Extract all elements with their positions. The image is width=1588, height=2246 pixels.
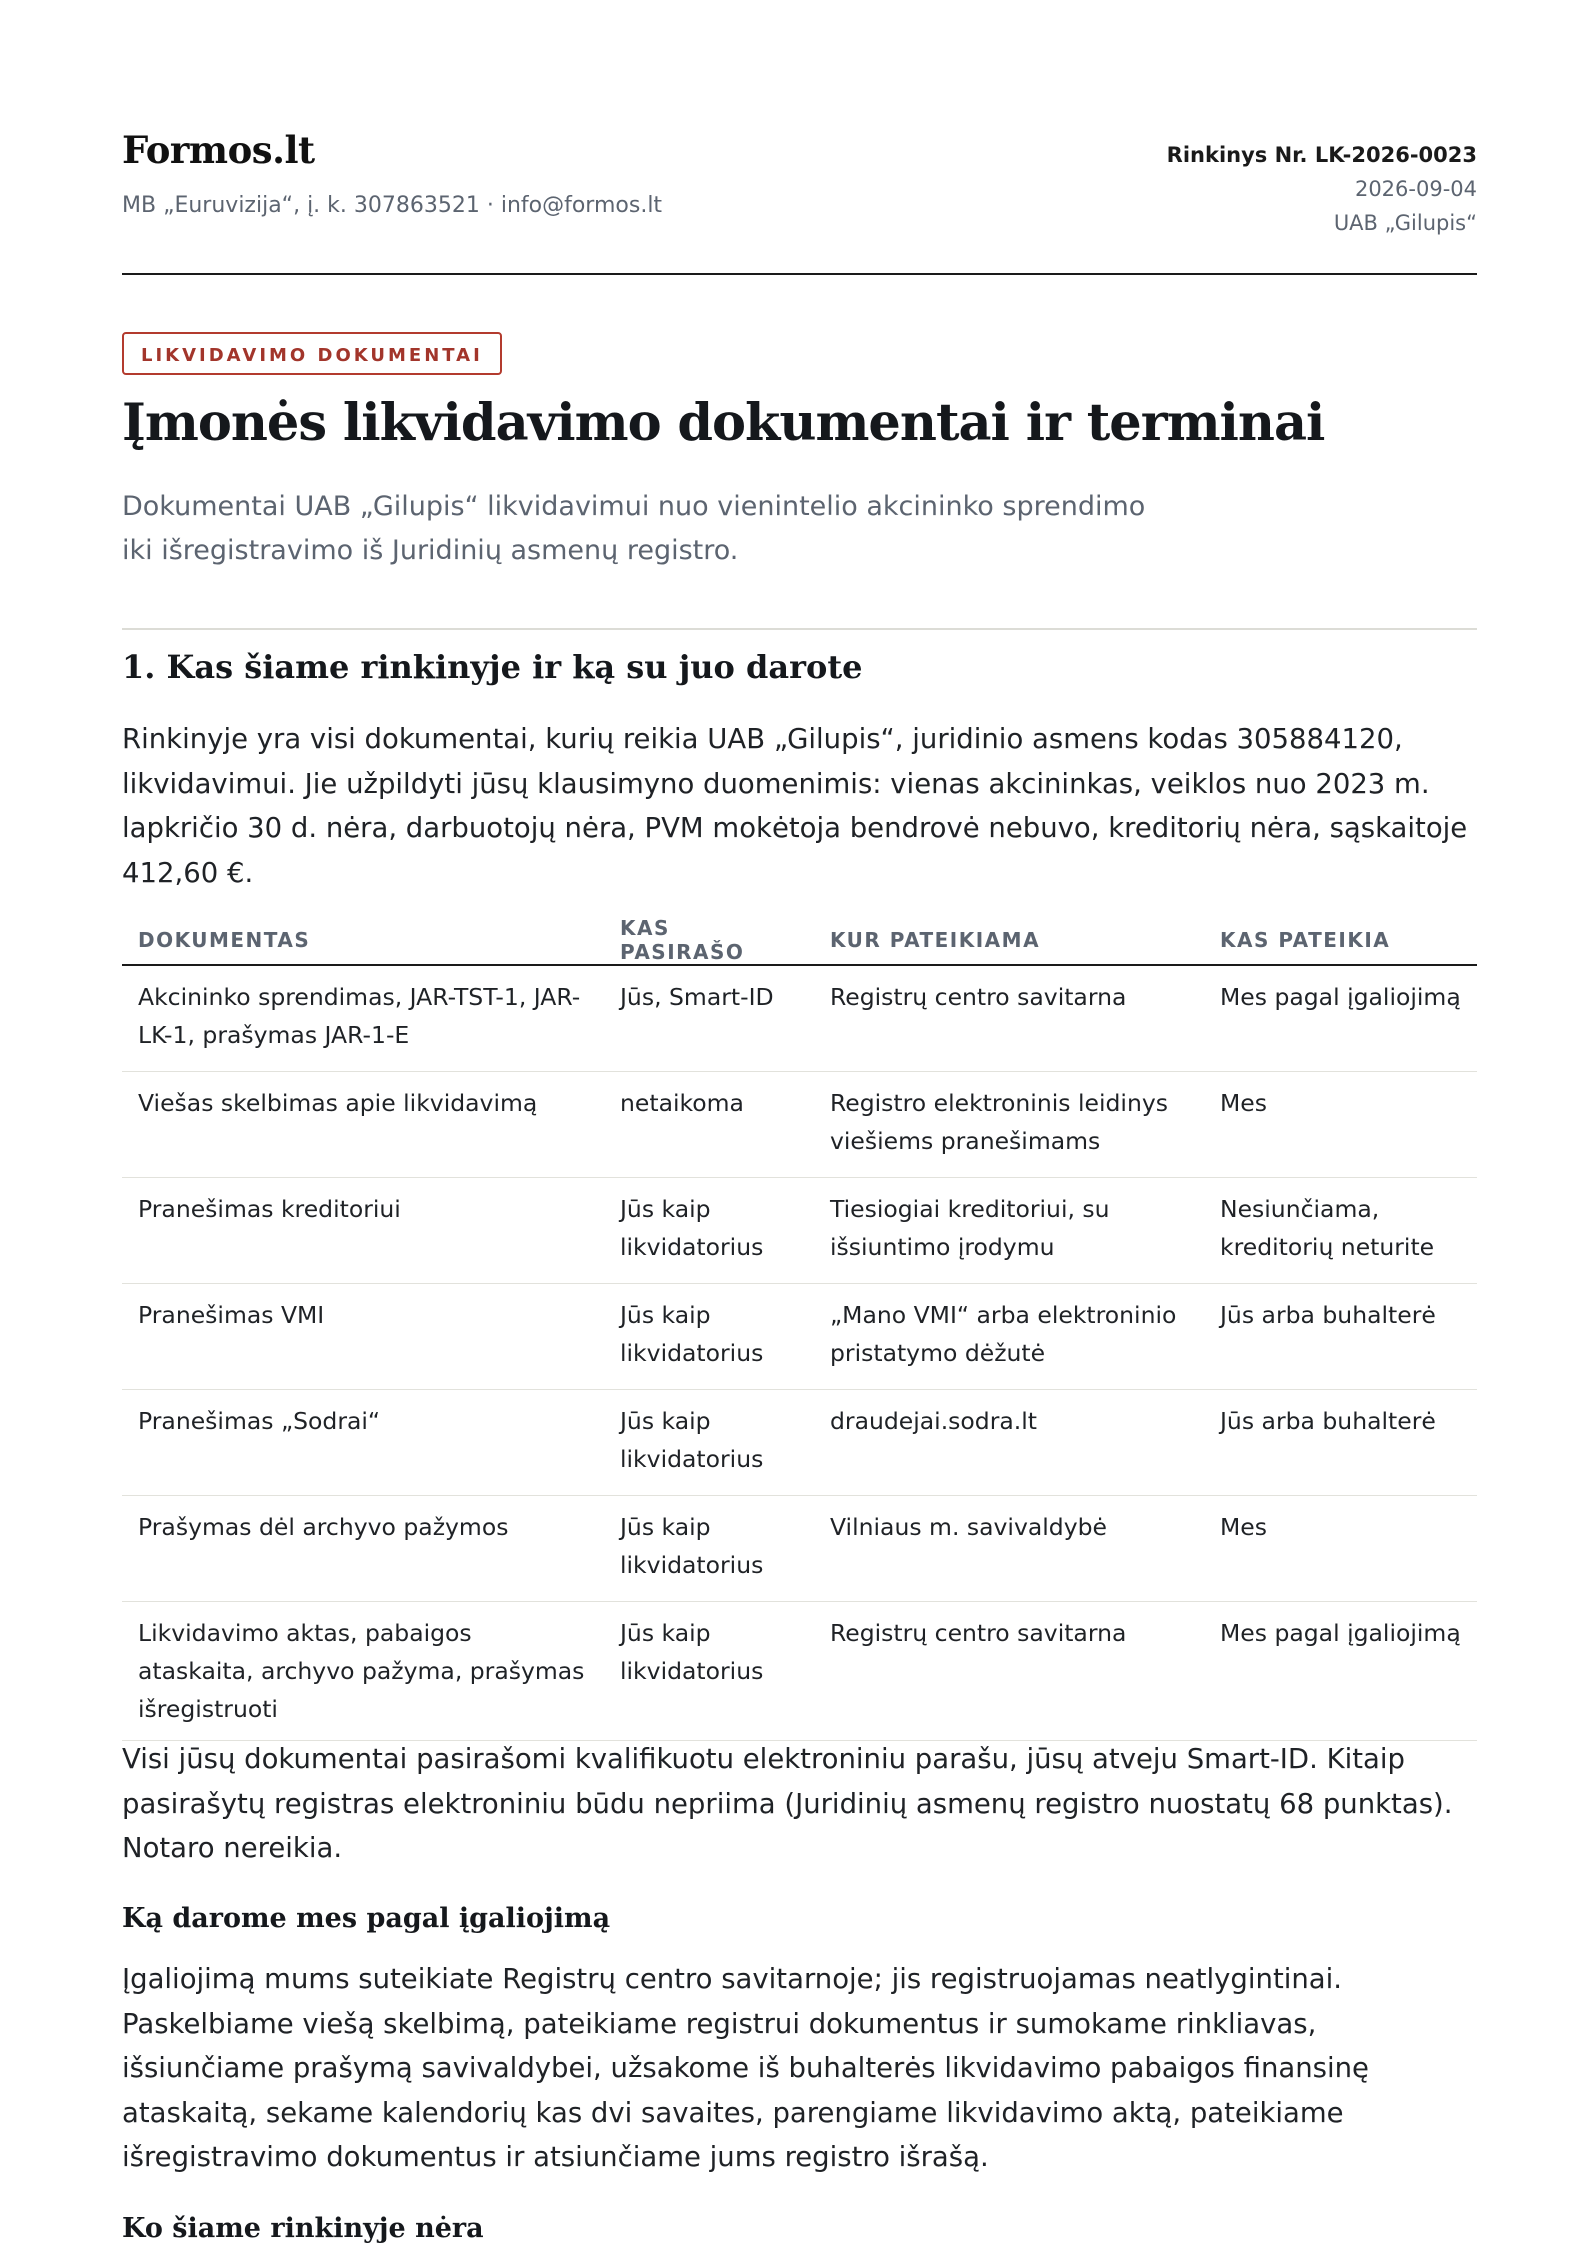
brand-logo: Formos.lt <box>122 128 315 172</box>
table-cell: Likvidavimo aktas, pabaigos ataskaita, archyvo pažyma, prašymas išregistruoti <box>122 1601 604 1740</box>
table-cell: Vilniaus m. savivaldybė <box>814 1495 1204 1601</box>
table-cell: Jūs kaip likvidatorius <box>604 1283 814 1389</box>
column-header-destination: KUR PATEIKIAMA <box>814 916 1204 965</box>
table-cell: Pranešimas VMI <box>122 1283 604 1389</box>
table-cell: Mes <box>1204 1071 1477 1177</box>
power-of-attorney-text: Įgaliojimą mums suteikiate Registrų centro savitarnoje; jis registruojamas neatlygintinai. Paskelbiame viešą skelbimą, pateikiame registrui dokumentus ir sumokame rinkliavas, išsiunčiame prašymą savivaldybei, užsakome iš buhalterės likvidavimo pabaigos finansinę ataskaitą, sekame kalendorių kas dvi savaites, parengiame likvidavimo aktą, pateikiame išregistravimo dokumentus ir atsiunčiame jums registro išrašą. <box>122 1963 1369 2173</box>
table-cell: Mes pagal įgaliojimą <box>1204 1601 1477 1740</box>
table-cell: Jūs, Smart-ID <box>604 965 814 1071</box>
set-number: Rinkinys Nr. LK-2026-0023 <box>1166 143 1477 167</box>
table-cell: Mes <box>1204 1495 1477 1601</box>
table-cell: Prašymas dėl archyvo pažymos <box>122 1495 604 1601</box>
table-row <box>122 1495 1477 1601</box>
document-date: 2026-09-04 <box>1354 177 1477 201</box>
table-cell: Mes pagal įgaliojimą <box>1204 965 1477 1071</box>
category-badge: LIKVIDAVIMO DOKUMENTAI <box>122 332 502 375</box>
table-cell: Akcininko sprendimas, JAR-TST-1, JAR-LK-1, prašymas JAR-1-E <box>122 965 604 1071</box>
section-divider <box>122 628 1477 630</box>
section-heading: 1. Kas šiame rinkinyje ir ką su juo darote <box>122 648 863 686</box>
table-cell: Viešas skelbimas apie likvidavimą <box>122 1071 604 1177</box>
table-cell: Pranešimas „Sodrai“ <box>122 1389 604 1495</box>
header-divider <box>122 273 1477 275</box>
column-header-submitter: KAS PATEIKIA <box>1204 916 1477 965</box>
table-cell: Pranešimas kreditoriui <box>122 1177 604 1283</box>
table-row <box>122 1177 1477 1283</box>
table-cell: netaikoma <box>604 1071 814 1177</box>
table-cell: Jūs kaip likvidatorius <box>604 1389 814 1495</box>
table-row <box>122 1071 1477 1177</box>
table-cell: Jūs arba buhalterė <box>1204 1389 1477 1495</box>
table-cell: Jūs kaip likvidatorius <box>604 1601 814 1740</box>
table-cell: Registro elektroninis leidinys viešiems pranešimams <box>814 1071 1204 1177</box>
table-cell: Jūs kaip likvidatorius <box>604 1495 814 1601</box>
subheading-power-of-attorney: Ką darome mes pagal įgaliojimą <box>122 1903 611 1934</box>
column-header-signer: KAS PASIRAŠO <box>604 916 814 965</box>
table-cell: draudejai.sodra.lt <box>814 1389 1204 1495</box>
document-meta <box>1167 138 1477 240</box>
table-row <box>122 1601 1477 1740</box>
table-cell: „Mano VMI“ arba elektroninio pristatymo dėžutė <box>814 1283 1204 1389</box>
lead-text: Dokumentai UAB „Gilupis“ likvidavimui nuo vienintelio akcininko sprendimo iki išregistravimo iš Juridinių asmenų registro. <box>122 491 1146 566</box>
documents-table <box>122 916 1477 1741</box>
page-title: Įmonės likvidavimo dokumentai ir terminai <box>122 393 1325 453</box>
table-cell: Registrų centro savitarna <box>814 965 1204 1071</box>
client-name: UAB „Gilupis“ <box>1333 211 1477 235</box>
table-cell: Jūs arba buhalterė <box>1204 1283 1477 1389</box>
table-cell: Registrų centro savitarna <box>814 1601 1204 1740</box>
table-cell: Jūs kaip likvidatorius <box>604 1177 814 1283</box>
table-header-row <box>122 916 1477 965</box>
table-row <box>122 1389 1477 1495</box>
signature-note: Visi jūsų dokumentai pasirašomi kvalifikuotu elektroniniu parašu, jūsų atveju Smart-ID. Kitaip pasirašytų registras elektroniniu būdu nepriima (Juridinių asmenų registro nuostatų 68 punktas). Notaro nereikia. <box>122 1743 1453 1864</box>
company-details: MB „Euruvizija“, į. k. 307863521 · info@formos.lt <box>122 193 663 218</box>
table-row <box>122 1283 1477 1389</box>
table-cell: Tiesiogiai kreditoriui, su išsiuntimo įrodymu <box>814 1177 1204 1283</box>
table-row <box>122 965 1477 1071</box>
table-cell: Nesiunčiama, kreditorių neturite <box>1204 1177 1477 1283</box>
column-header-document: DOKUMENTAS <box>122 916 604 965</box>
subheading-not-included: Ko šiame rinkinyje nėra <box>122 2213 484 2244</box>
section-paragraph: Rinkinyje yra visi dokumentai, kurių reikia UAB „Gilupis“, juridinio asmens kodas 305884120, likvidavimui. Jie užpildyti jūsų klausimyno duomenimis: vienas akcininkas, veiklos nuo 2023 m. lapkričio 30 d. nėra, darbuotojų nėra, PVM mokėtoja bendrovė nebuvo, kreditorių nėra, sąskaitoje 412,60 €. <box>122 723 1468 889</box>
